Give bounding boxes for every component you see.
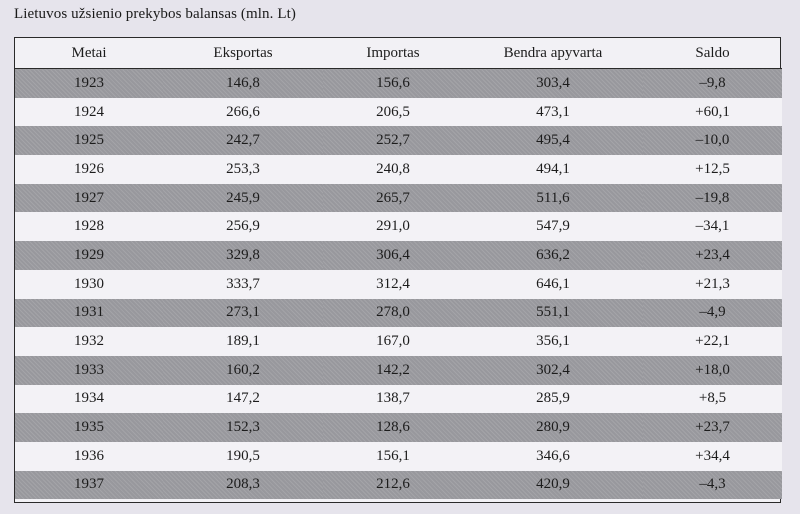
table-row xyxy=(15,299,782,328)
year-cell: 1935 xyxy=(15,413,163,442)
balance-cell: +23,4 xyxy=(643,241,782,270)
trade-balance-table xyxy=(15,38,782,499)
import-cell: 206,5 xyxy=(323,98,463,127)
export-cell: 190,5 xyxy=(163,442,323,471)
year-cell: 1927 xyxy=(15,184,163,213)
turnover-cell: 356,1 xyxy=(463,327,643,356)
import-cell: 306,4 xyxy=(323,241,463,270)
import-cell: 291,0 xyxy=(323,212,463,241)
export-cell: 160,2 xyxy=(163,356,323,385)
export-cell: 253,3 xyxy=(163,155,323,184)
turnover-cell: 511,6 xyxy=(463,184,643,213)
import-cell: 265,7 xyxy=(323,184,463,213)
table-body xyxy=(15,69,782,500)
balance-cell: –9,8 xyxy=(643,69,782,98)
table-row xyxy=(15,442,782,471)
import-cell: 142,2 xyxy=(323,356,463,385)
table-row xyxy=(15,69,782,98)
turnover-cell: 636,2 xyxy=(463,241,643,270)
year-cell: 1933 xyxy=(15,356,163,385)
turnover-cell: 547,9 xyxy=(463,212,643,241)
balance-cell: +21,3 xyxy=(643,270,782,299)
import-cell: 252,7 xyxy=(323,126,463,155)
export-cell: 242,7 xyxy=(163,126,323,155)
year-cell: 1934 xyxy=(15,385,163,414)
table-row xyxy=(15,184,782,213)
year-cell: 1937 xyxy=(15,471,163,500)
year-cell: 1931 xyxy=(15,299,163,328)
export-cell: 152,3 xyxy=(163,413,323,442)
import-cell: 212,6 xyxy=(323,471,463,500)
header-bendra-apyvarta: Bendra apyvarta xyxy=(463,38,643,69)
import-cell: 278,0 xyxy=(323,299,463,328)
year-cell: 1928 xyxy=(15,212,163,241)
balance-cell: –10,0 xyxy=(643,126,782,155)
table-row xyxy=(15,98,782,127)
balance-cell: +18,0 xyxy=(643,356,782,385)
balance-cell: +23,7 xyxy=(643,413,782,442)
year-cell: 1926 xyxy=(15,155,163,184)
import-cell: 128,6 xyxy=(323,413,463,442)
header-row xyxy=(15,38,782,69)
table-row xyxy=(15,471,782,500)
year-cell: 1923 xyxy=(15,69,163,98)
header-importas: Importas xyxy=(323,38,463,69)
balance-cell: +60,1 xyxy=(643,98,782,127)
import-cell: 138,7 xyxy=(323,385,463,414)
table-row xyxy=(15,356,782,385)
header-eksportas: Eksportas xyxy=(163,38,323,69)
table-row xyxy=(15,327,782,356)
import-cell: 240,8 xyxy=(323,155,463,184)
turnover-cell: 280,9 xyxy=(463,413,643,442)
balance-cell: –4,9 xyxy=(643,299,782,328)
balance-cell: +34,4 xyxy=(643,442,782,471)
export-cell: 189,1 xyxy=(163,327,323,356)
table-row xyxy=(15,413,782,442)
export-cell: 266,6 xyxy=(163,98,323,127)
export-cell: 256,9 xyxy=(163,212,323,241)
balance-cell: –34,1 xyxy=(643,212,782,241)
turnover-cell: 303,4 xyxy=(463,69,643,98)
year-cell: 1925 xyxy=(15,126,163,155)
balance-cell: –4,3 xyxy=(643,471,782,500)
table-row xyxy=(15,212,782,241)
table-row xyxy=(15,385,782,414)
header-metai: Metai xyxy=(15,38,163,69)
export-cell: 245,9 xyxy=(163,184,323,213)
trade-balance-table-frame xyxy=(14,37,781,503)
year-cell: 1930 xyxy=(15,270,163,299)
balance-cell: +22,1 xyxy=(643,327,782,356)
table-row xyxy=(15,270,782,299)
table-row xyxy=(15,155,782,184)
import-cell: 312,4 xyxy=(323,270,463,299)
turnover-cell: 420,9 xyxy=(463,471,643,500)
turnover-cell: 473,1 xyxy=(463,98,643,127)
table-row xyxy=(15,241,782,270)
export-cell: 273,1 xyxy=(163,299,323,328)
import-cell: 156,6 xyxy=(323,69,463,98)
turnover-cell: 646,1 xyxy=(463,270,643,299)
turnover-cell: 551,1 xyxy=(463,299,643,328)
export-cell: 333,7 xyxy=(163,270,323,299)
turnover-cell: 302,4 xyxy=(463,356,643,385)
header-saldo: Saldo xyxy=(643,38,782,69)
turnover-cell: 346,6 xyxy=(463,442,643,471)
turnover-cell: 495,4 xyxy=(463,126,643,155)
export-cell: 329,8 xyxy=(163,241,323,270)
balance-cell: –19,8 xyxy=(643,184,782,213)
balance-cell: +8,5 xyxy=(643,385,782,414)
import-cell: 167,0 xyxy=(323,327,463,356)
export-cell: 146,8 xyxy=(163,69,323,98)
export-cell: 147,2 xyxy=(163,385,323,414)
turnover-cell: 285,9 xyxy=(463,385,643,414)
year-cell: 1929 xyxy=(15,241,163,270)
turnover-cell: 494,1 xyxy=(463,155,643,184)
table-row xyxy=(15,126,782,155)
export-cell: 208,3 xyxy=(163,471,323,500)
year-cell: 1932 xyxy=(15,327,163,356)
year-cell: 1924 xyxy=(15,98,163,127)
table-caption: Lietuvos užsienio prekybos balansas (mln. Lt) xyxy=(14,6,296,22)
import-cell: 156,1 xyxy=(323,442,463,471)
year-cell: 1936 xyxy=(15,442,163,471)
balance-cell: +12,5 xyxy=(643,155,782,184)
